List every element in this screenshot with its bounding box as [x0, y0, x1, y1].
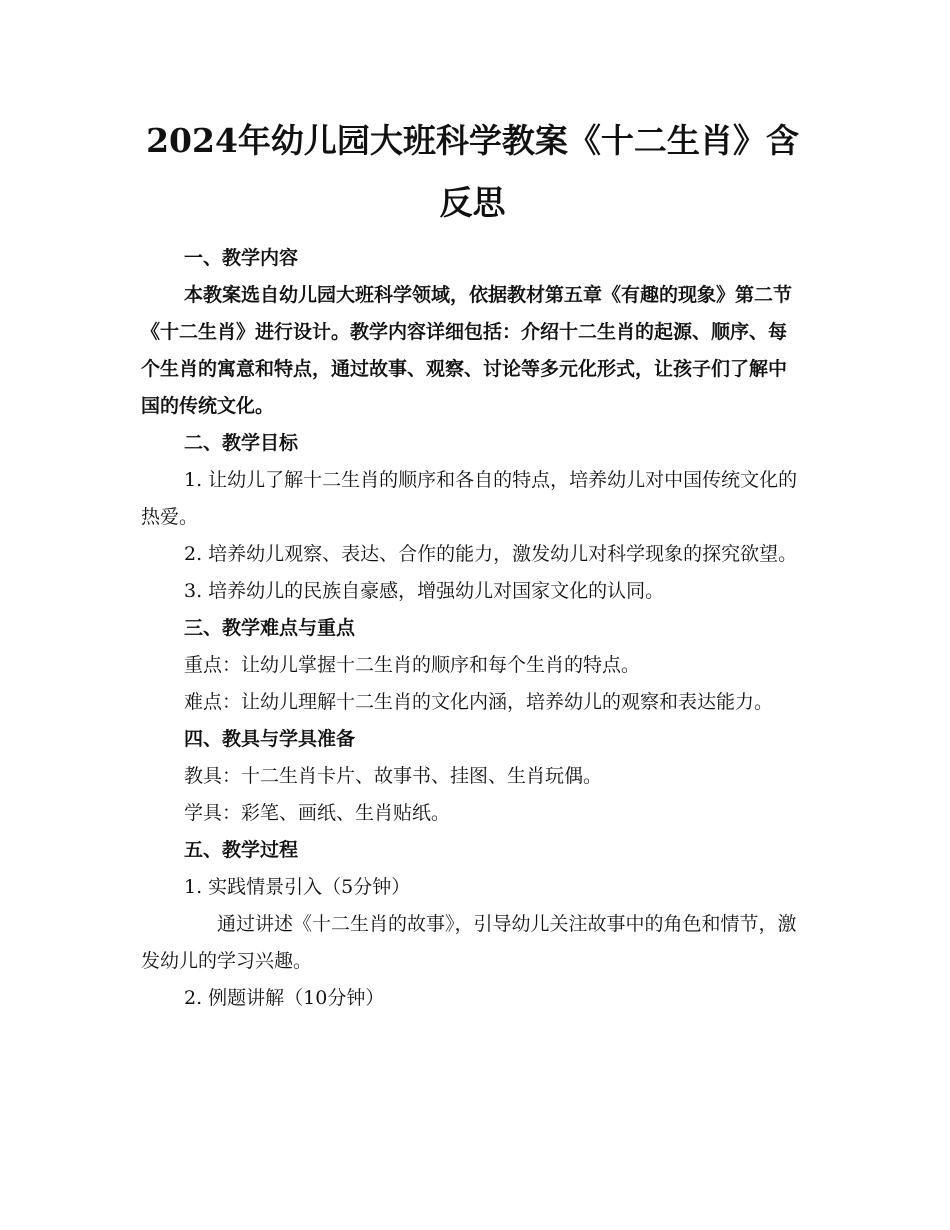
goal-item-3: 3. 培养幼儿的民族自豪感，增强幼儿对国家文化的认同。	[184, 580, 665, 602]
teacher-materials: 教具：十二生肖卡片、故事书、挂图、生肖玩偶。	[184, 765, 603, 787]
title-line-2: 反思	[439, 183, 506, 222]
section-content-paragraph: 本教案选自幼儿园大班科学领域，依据教材第五章《有趣的现象》第二节《十二生肖》进行设计。教学内容详细包括：介绍十二生肖的起源、顺序、每个生肖的寓意和特点，通过故事、观察、讨论等多元化形式，让孩子们了解中国的传统文化。	[141, 284, 793, 417]
title-line-1: 2024年幼儿园大班科学教案《十二生肖》含	[146, 121, 799, 160]
difficulty-point: 难点：让幼儿理解十二生肖的文化内涵，培养幼儿的观察和表达能力。	[184, 691, 774, 713]
document-title	[141, 110, 804, 234]
process-step-1: 1. 实践情景引入（5分钟）	[184, 876, 411, 898]
section-heading-content: 一、教学内容	[184, 247, 299, 269]
section-heading-goals: 二、教学目标	[184, 432, 299, 454]
section-heading-materials: 四、教具与学具准备	[184, 728, 356, 750]
section-heading-key-points: 三、教学难点与重点	[184, 617, 356, 639]
process-step-2: 2. 例题讲解（10分钟）	[184, 987, 385, 1009]
goal-item-1: 1. 让幼儿了解十二生肖的顺序和各自的特点，培养幼儿对中国传统文化的热爱。	[141, 469, 798, 528]
student-materials: 学具：彩笔、画纸、生肖贴纸。	[184, 802, 451, 824]
section-heading-process: 五、教学过程	[184, 839, 299, 861]
process-step-1-body: 通过讲述《十二生肖的故事》，引导幼儿关注故事中的角色和情节，激发幼儿的学习兴趣。	[141, 913, 797, 972]
key-point: 重点：让幼儿掌握十二生肖的顺序和每个生肖的特点。	[184, 654, 641, 676]
goal-item-2: 2. 培养幼儿观察、表达、合作的能力，激发幼儿对科学现象的探究欲望。	[184, 543, 798, 565]
